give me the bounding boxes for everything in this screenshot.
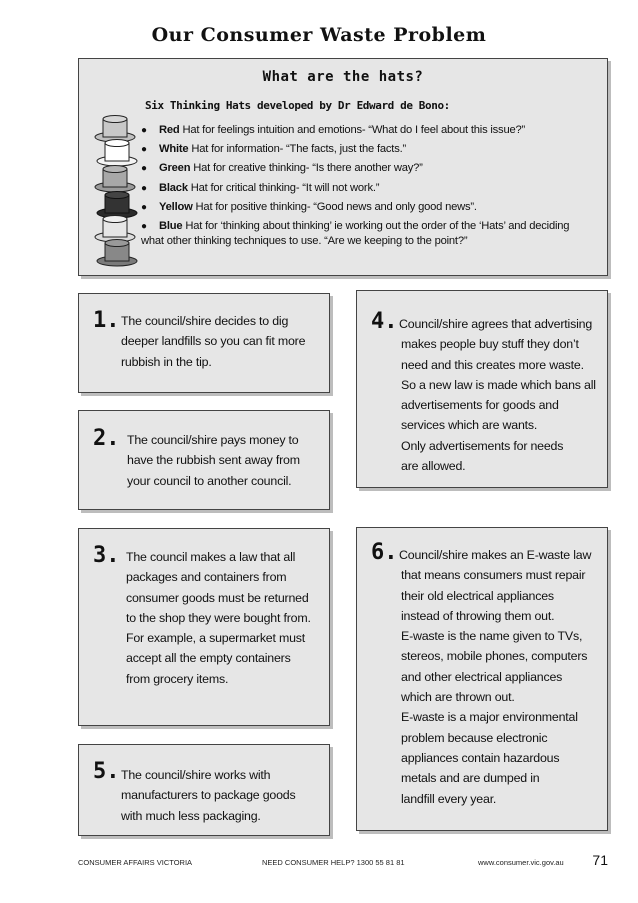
hat-description: Hat for creative thinking- “Is there another way?”	[193, 162, 423, 175]
hat-black-icon	[97, 192, 137, 219]
hat-item-white	[141, 140, 591, 159]
hat-item-blue	[141, 219, 591, 249]
card-line: packages and containers from	[126, 570, 287, 585]
card-line: Council/shire agrees that advertising	[399, 317, 593, 331]
card-line: So a new law is made which bans all	[401, 377, 596, 392]
card-text	[399, 545, 591, 809]
card-line: Council/shire makes an E-waste law	[399, 548, 592, 562]
option-card-4	[356, 290, 608, 488]
card-line: metals and are dumped in	[401, 771, 540, 786]
hat-green-icon	[95, 166, 135, 193]
card-line: your council to another council.	[127, 473, 292, 488]
bullet-icon: ●	[141, 182, 147, 194]
bullet-icon: ●	[141, 125, 147, 136]
card-line: from grocery items.	[126, 671, 229, 686]
hat-item-red	[141, 121, 591, 140]
hat-name: Red	[159, 124, 180, 136]
footer-left: CONSUMER AFFAIRS VICTORIA	[78, 858, 193, 867]
card-line: consumer goods must be returned	[126, 590, 309, 605]
card-line: problem because electronic	[401, 730, 548, 745]
card-line: Only advertisements for needs	[401, 438, 564, 453]
card-line: with much less packaging.	[121, 808, 261, 823]
option-card-3	[78, 528, 330, 726]
footer-website[interactable]: www.consumer.vic.gov.au	[478, 858, 564, 867]
card-line: appliances contain hazardous	[401, 750, 560, 765]
option-card-6	[356, 527, 608, 831]
card-text	[126, 547, 311, 689]
card-line: have the rubbish sent away from	[127, 453, 300, 468]
card-text	[121, 765, 295, 826]
bullet-icon: ●	[141, 163, 147, 175]
hats-heading: What are the hats?	[262, 69, 424, 85]
card-line: advertisements for goods and	[401, 398, 559, 413]
hat-yellow-icon	[95, 216, 135, 243]
hat-description: Hat for information- “The facts, just the facts.”	[191, 143, 407, 156]
card-line: rubbish in the tip.	[121, 354, 212, 369]
hat-list	[141, 121, 591, 249]
hat-name: Green	[159, 162, 191, 175]
card-number: 6.	[371, 540, 398, 565]
hat-description: Hat for ‘thinking about thinking’ ie working out the order of the ‘Hats’ and deciding what other thinking techniques to use. “Are we keeping to the point?”	[141, 220, 570, 248]
card-line: to the shop they were bought from.	[126, 610, 311, 625]
card-line: deeper landfills so you can fit more	[121, 334, 306, 349]
hat-item-green	[141, 159, 591, 178]
bullet-icon: ●	[141, 221, 147, 233]
option-card-1	[78, 293, 330, 393]
card-line: The council/shire works with	[121, 768, 271, 782]
card-line: stereos, mobile phones, computers	[401, 649, 588, 664]
card-line: need and this creates more waste.	[401, 357, 584, 372]
card-line: are allowed.	[401, 459, 466, 474]
hat-name: Yellow	[159, 200, 193, 213]
card-number: 1.	[93, 308, 120, 333]
card-line: The council/shire pays money to	[127, 433, 299, 447]
bullet-icon: ●	[141, 201, 147, 213]
card-text	[399, 314, 596, 476]
hat-blue-icon	[97, 240, 137, 267]
top-hat-icon	[93, 109, 143, 269]
hat-item-black	[141, 179, 591, 198]
card-line: that means consumers must repair	[401, 568, 586, 583]
card-line: The council makes a law that all	[126, 550, 296, 564]
card-number: 3.	[93, 543, 120, 568]
hat-name: White	[159, 143, 189, 156]
hats-info-box	[78, 58, 608, 276]
card-line: which are thrown out.	[401, 690, 515, 705]
bullet-icon: ●	[141, 144, 147, 156]
card-line: makes people buy stuff they don’t	[401, 337, 579, 352]
card-text	[121, 311, 305, 372]
hats-subheading: Six Thinking Hats developed by Dr Edward de Bono:	[145, 99, 450, 112]
card-text	[127, 430, 300, 491]
card-line: their old electrical appliances	[401, 588, 554, 603]
hat-description: Hat for feelings intuition and emotions- “What do I feel about this issue?”	[182, 124, 526, 136]
hat-item-yellow	[141, 198, 591, 217]
card-line: landfill every year.	[401, 791, 497, 806]
card-line: services which are wants.	[401, 418, 538, 433]
card-line: E-waste is a major environmental	[401, 710, 578, 725]
hat-name: Black	[159, 181, 188, 194]
hat-name: Blue	[159, 220, 183, 233]
hat-description: Hat for positive thinking- “Good news and only good news”.	[195, 200, 477, 213]
hat-red-icon	[95, 116, 135, 143]
page-title: Our Consumer Waste Problem	[151, 24, 487, 46]
card-number: 4.	[371, 309, 398, 334]
card-line: instead of throwing them out.	[401, 608, 555, 623]
option-card-5	[78, 744, 330, 836]
footer-helpline: NEED CONSUMER HELP? 1300 55 81 81	[262, 858, 405, 867]
card-number: 2.	[93, 426, 120, 451]
hat-description: Hat for critical thinking- “It will not work.”	[190, 181, 380, 194]
card-line: accept all the empty containers	[126, 651, 291, 666]
card-line: and other electrical appliances	[401, 669, 563, 684]
hat-white-icon	[97, 140, 137, 167]
card-line: The council/shire decides to dig	[121, 314, 289, 328]
option-card-2	[78, 410, 330, 510]
card-number: 5.	[93, 759, 120, 784]
card-line: For example, a supermarket must	[126, 631, 306, 646]
page-number: 71	[592, 852, 608, 868]
card-line: manufacturers to package goods	[121, 788, 296, 803]
card-line: E-waste is the name given to TVs,	[401, 629, 583, 644]
